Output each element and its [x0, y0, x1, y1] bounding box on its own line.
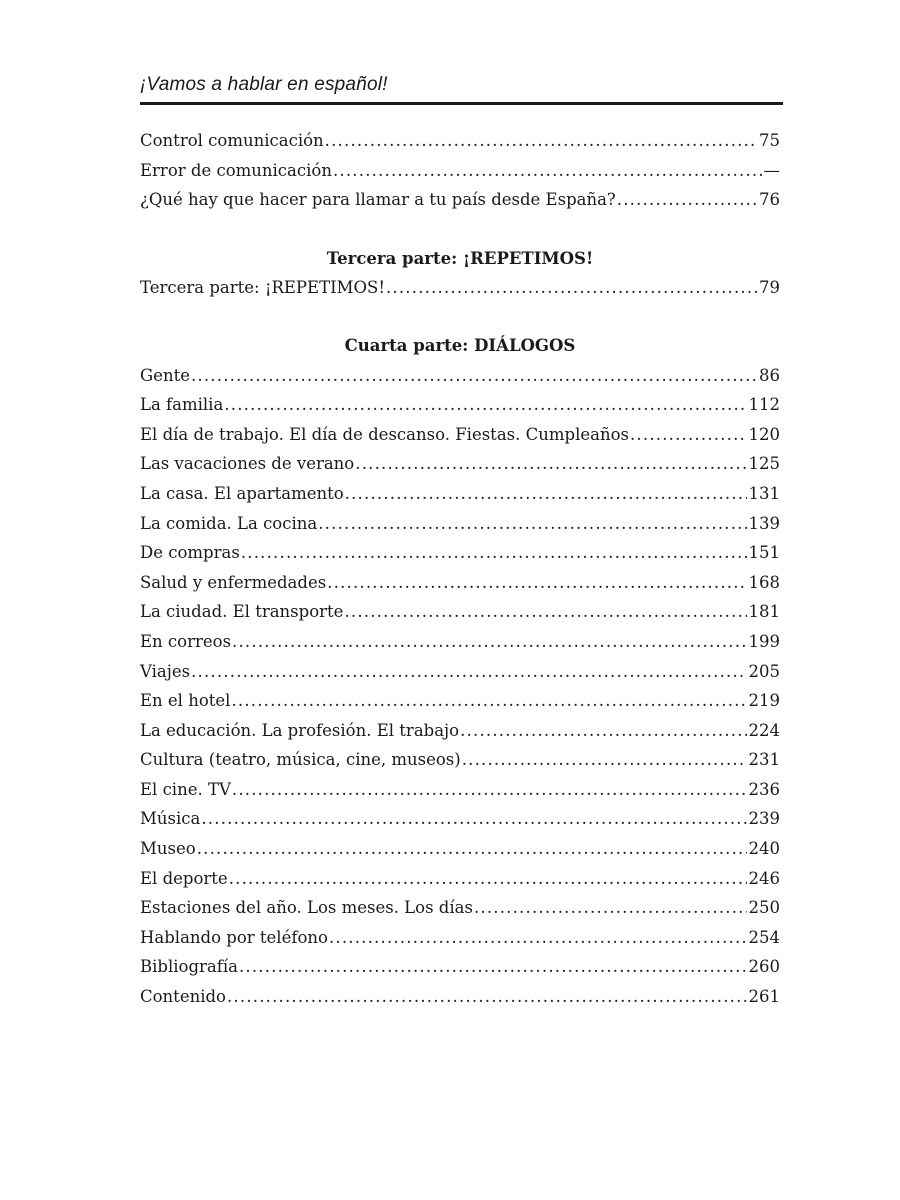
toc-entry-label: Control comunicación [140, 131, 324, 150]
toc-entry-page: 125 [748, 454, 780, 474]
toc-entry-page: 254 [748, 927, 780, 947]
toc-entry-page: 86 [759, 365, 780, 385]
dot-leader [191, 361, 757, 391]
toc-entry-label: En correos [140, 631, 232, 651]
toc-entry[interactable] [140, 509, 780, 539]
toc-entry-page: 79 [759, 278, 780, 298]
toc-entry[interactable] [140, 804, 780, 834]
toc-entry[interactable] [140, 864, 780, 894]
toc-entry-label: Hablando por teléfono [140, 927, 328, 947]
toc-entry[interactable] [140, 156, 780, 186]
toc-entry-page: 250 [748, 898, 780, 918]
toc-entry-label: Bibliografía [140, 957, 238, 977]
toc-entry-page: 75 [759, 131, 780, 150]
toc-entry[interactable] [140, 273, 780, 303]
toc-entry[interactable] [140, 686, 780, 716]
dot-leader [229, 864, 747, 894]
toc-entry[interactable] [140, 390, 780, 420]
toc-section-4 [140, 331, 780, 1012]
toc-entry[interactable] [140, 745, 780, 775]
dot-leader [386, 273, 757, 303]
toc-section-3 [140, 244, 780, 303]
toc-entry-label: ¿Qué hay que hacer para llamar a tu país desde España? [140, 190, 616, 210]
toc-entry[interactable] [140, 923, 780, 953]
toc-entry-label: Música [140, 809, 201, 829]
dot-leader [232, 627, 746, 657]
toc-entry[interactable] [140, 449, 780, 479]
toc-entry-label: Error de comunicación [140, 160, 332, 180]
dot-leader [227, 982, 747, 1012]
dot-leader [344, 597, 746, 627]
dot-leader [232, 775, 747, 805]
toc-entry-page: 131 [748, 483, 780, 503]
toc-entry[interactable] [140, 538, 780, 568]
toc-entry-label: De compras [140, 543, 240, 563]
dot-leader [460, 716, 746, 746]
toc-entry-label: Las vacaciones de verano [140, 454, 355, 474]
toc-entry-page: 181 [748, 602, 780, 622]
dot-leader [224, 390, 746, 420]
dot-leader [333, 156, 762, 186]
toc-entry-page: 199 [748, 631, 780, 651]
toc-entry[interactable] [140, 834, 780, 864]
spacer [140, 303, 780, 331]
toc-entry-page: 168 [748, 572, 780, 592]
dot-leader [630, 420, 747, 450]
dot-leader [355, 449, 746, 479]
toc-entry-label: El deporte [140, 868, 228, 888]
toc-entry-page: 139 [748, 513, 780, 533]
toc-entry-label: Contenido [140, 987, 226, 1007]
toc-entry-page: 239 [748, 809, 780, 829]
toc-entry[interactable] [140, 568, 780, 598]
toc-entry[interactable] [140, 126, 780, 156]
toc-entry-label: Tercera parte: ¡REPETIMOS! [140, 278, 385, 298]
toc-entry[interactable] [140, 657, 780, 687]
toc-entry[interactable] [140, 775, 780, 805]
toc-entry[interactable] [140, 420, 780, 450]
toc-entry-page: — [763, 160, 780, 180]
toc-entry[interactable] [140, 893, 780, 923]
toc-entry-label: Salud y enfermedades [140, 572, 327, 592]
toc-entry-label: El cine. TV [140, 779, 231, 799]
toc-entry[interactable] [140, 716, 780, 746]
toc-entry-label: Museo [140, 839, 196, 859]
toc-entry[interactable] [140, 952, 780, 982]
dot-leader [617, 185, 757, 215]
toc-entry[interactable] [140, 982, 780, 1012]
dot-leader [462, 745, 747, 775]
dot-leader [241, 538, 747, 568]
toc-entry-label: Estaciones del año. Los meses. Los días [140, 898, 473, 918]
toc-entry-page: 151 [748, 543, 780, 563]
dot-leader [474, 893, 747, 923]
toc-entry-page: 219 [748, 691, 780, 711]
toc-entry[interactable] [140, 597, 780, 627]
toc-entry-label: La ciudad. El transporte [140, 602, 344, 622]
toc-entry-label: Viajes [140, 661, 191, 681]
toc-entry-label: El día de trabajo. El día de descanso. Fiestas. Cumpleaños [140, 424, 629, 444]
toc-entry-label: En el hotel [140, 691, 231, 711]
dot-leader [345, 479, 747, 509]
dot-leader [197, 834, 747, 864]
toc-entry-page: 120 [748, 424, 780, 444]
toc-entry-page: 76 [759, 190, 780, 210]
section-heading: Tercera parte: ¡REPETIMOS! [326, 248, 594, 268]
dot-leader [231, 686, 746, 716]
toc-entry-label: La educación. La profesión. El trabajo [140, 720, 460, 740]
dot-leader [327, 568, 746, 598]
toc-entry-page: 261 [748, 987, 780, 1007]
toc-entry-label: La casa. El apartamento [140, 483, 344, 503]
dot-leader [318, 509, 746, 539]
toc-entry-page: 260 [748, 957, 780, 977]
book-title: ¡Vamos a hablar en español! [140, 74, 388, 95]
toc-entry-page: 112 [748, 395, 780, 415]
section-heading: Cuarta parte: DIÁLOGOS [344, 335, 576, 355]
toc-entry-page: 231 [748, 750, 780, 770]
dot-leader [329, 923, 747, 953]
dot-leader [201, 804, 746, 834]
toc-group-1 [140, 126, 780, 215]
toc-entry-page: 224 [748, 720, 780, 740]
dot-leader [239, 952, 747, 982]
toc-entry-label: Cultura (teatro, música, cine, museos) [140, 750, 461, 770]
dot-leader [325, 126, 757, 156]
toc-entry-label: La familia [140, 395, 224, 415]
toc-entry[interactable] [140, 361, 780, 391]
toc-entry[interactable] [140, 479, 780, 509]
toc-entry-page: 246 [748, 868, 780, 888]
toc-entry-page: 205 [748, 661, 780, 681]
toc-entry-page: 240 [748, 839, 780, 859]
toc-entry[interactable] [140, 185, 780, 215]
table-of-contents [140, 126, 780, 1012]
toc-entry-page: 236 [748, 779, 780, 799]
dot-leader [191, 657, 746, 687]
running-header [140, 70, 783, 105]
spacer [140, 215, 780, 244]
toc-entry-label: La comida. La cocina [140, 513, 318, 533]
toc-entry[interactable] [140, 627, 780, 657]
toc-entry-label: Gente [140, 365, 190, 385]
